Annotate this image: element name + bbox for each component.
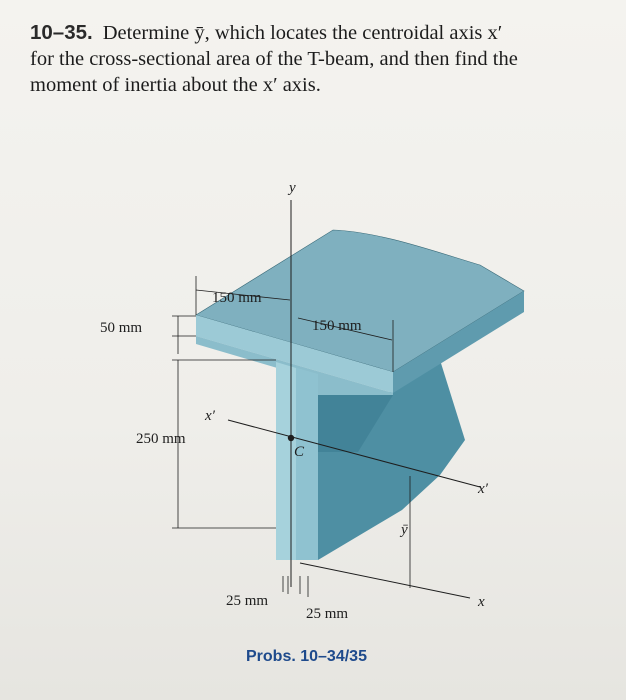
problem-line-2: for the cross-sectional area of the T-beam, and then find the: [30, 48, 518, 70]
x-prime-left-label: x′: [205, 408, 215, 424]
problem-line-3: moment of inertia about the x′ axis.: [30, 74, 321, 96]
figure-caption: Probs. 10–34/35: [246, 648, 367, 665]
dim-web-thickness-left: 25 mm: [226, 593, 269, 609]
dim-flange-thickness: 50 mm: [100, 320, 143, 336]
x-axis-label: x: [478, 594, 485, 610]
x-prime-right-label: x′: [478, 481, 488, 497]
dim-flange-width-left: 150 mm: [212, 290, 262, 306]
centroid-label: C: [294, 444, 305, 460]
web-front-highlight: [276, 362, 296, 560]
dim-web-height: 250 mm: [136, 431, 186, 447]
centroid-point: [288, 435, 294, 441]
dim-web-thickness-right: 25 mm: [306, 606, 349, 622]
problem-line-1: Determine ȳ, which locates the centroidal axis x′: [102, 22, 503, 44]
y-axis-label: y: [289, 180, 296, 196]
dim-flange-width-right: 150 mm: [312, 318, 362, 334]
problem-number: 10–35.: [30, 21, 93, 44]
ybar-label: ȳ: [401, 522, 408, 538]
